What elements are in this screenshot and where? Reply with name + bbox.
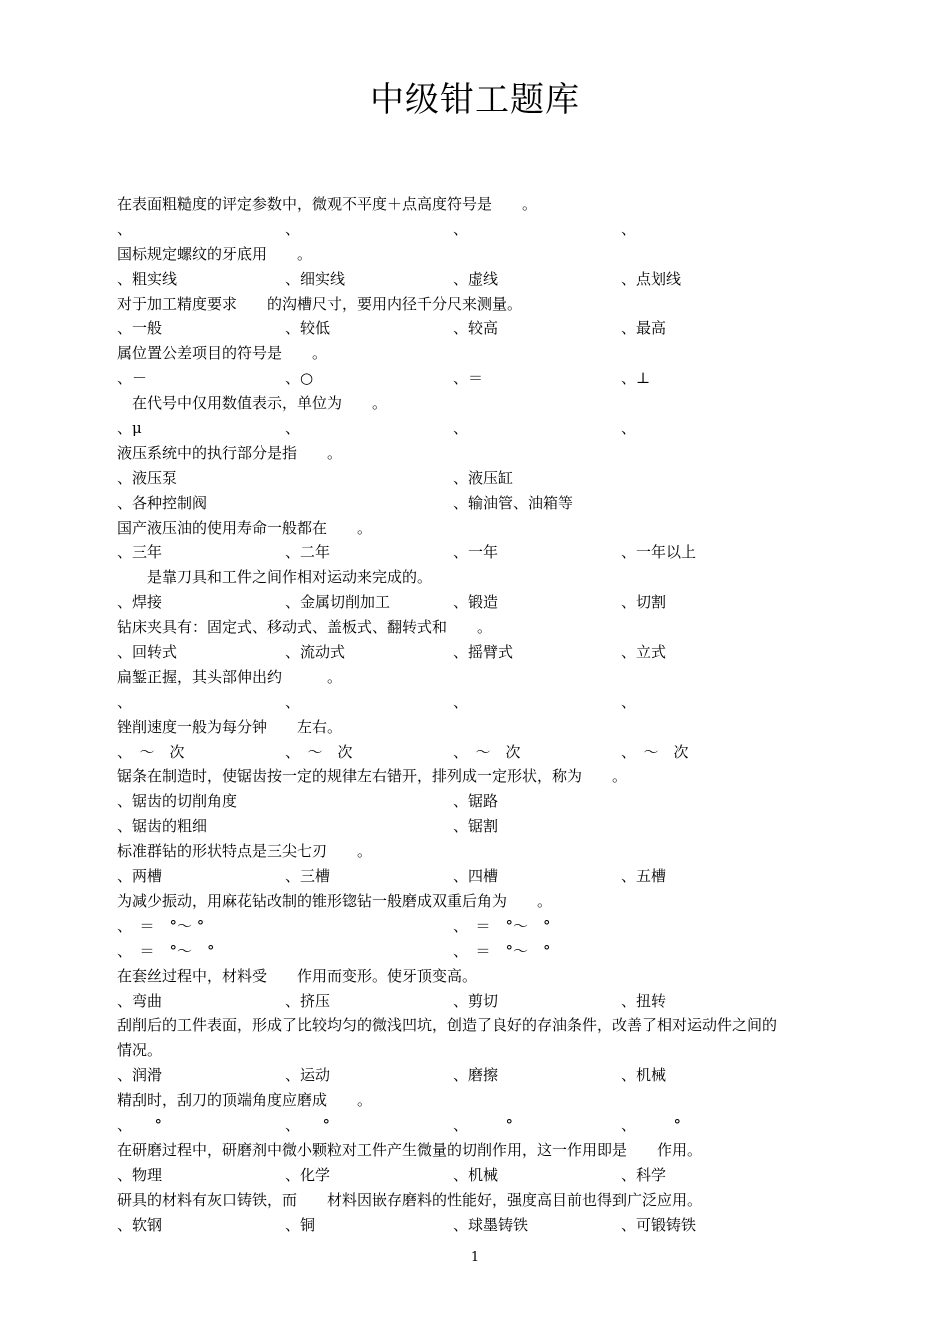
answer-option: 、 ＝ °～ ° [117, 916, 205, 935]
option-row [117, 690, 877, 715]
answer-option: 、较高 [453, 319, 499, 338]
answer-option: 、 [285, 219, 301, 238]
page-title: 中级钳工题库 [370, 80, 580, 120]
option-row [117, 939, 877, 964]
question-text: 国标规定螺纹的牙底用 。 [117, 244, 313, 263]
option-row [117, 316, 877, 341]
answer-option: 、金属切削加工 [285, 593, 391, 612]
answer-option: 、摇臂式 [453, 643, 514, 662]
answer-option: 、立式 [621, 643, 667, 662]
question-text: 扁錾正握，其头部伸出约 。 [117, 667, 343, 686]
answer-option: 、流动式 [285, 643, 346, 662]
question-text: 在研磨过程中，研磨剂中微小颗粒对工件产生微量的切削作用，这一作用即是 作用。 [117, 1140, 703, 1159]
answer-option: 、锯路 [453, 792, 499, 811]
answer-option: 、 ° [285, 1115, 331, 1134]
answer-option: 、 ～ 次 [453, 742, 521, 761]
answer-option: 、一年以上 [621, 543, 697, 562]
answer-option: 、三槽 [285, 867, 331, 886]
question-text: 钻床夹具有：固定式、移动式、盖板式、翻转式和 。 [117, 618, 493, 637]
option-row [117, 540, 877, 565]
answer-option: 、弯曲 [117, 991, 163, 1010]
option-row [117, 590, 877, 615]
answer-option: 、二年 [285, 543, 331, 562]
answer-option: 、切割 [621, 593, 667, 612]
option-row [117, 1163, 877, 1188]
answer-option: 、回转式 [117, 643, 178, 662]
question-text: 刮削后的工件表面，形成了比较均匀的微浅凹坑，创造了良好的存油条件，改善了相对运动件之间的 [117, 1016, 778, 1035]
option-row [117, 267, 877, 292]
question-text: 对于加工精度要求 的沟槽尺寸，要用内径千分尺来测量。 [117, 294, 523, 313]
option-row [117, 1213, 877, 1238]
answer-option: 、 ° [453, 1115, 514, 1134]
answer-option: 、一年 [453, 543, 499, 562]
answer-option: 、较低 [285, 319, 331, 338]
option-row [117, 640, 877, 665]
answer-option: 、五槽 [621, 867, 667, 886]
answer-option: 、锯割 [453, 817, 499, 836]
answer-option: 、四槽 [453, 867, 499, 886]
answer-option: 、运动 [285, 1066, 331, 1085]
answer-option: 、 ＝ °～ ° [453, 916, 551, 935]
answer-option: 、锯齿的切削角度 [117, 792, 238, 811]
answer-option: 、输油管、油箱等 [453, 493, 574, 512]
answer-option: 、液压泵 [117, 468, 178, 487]
answer-option: 、物理 [117, 1165, 163, 1184]
answer-option: 、剪切 [453, 991, 499, 1010]
answer-option: 、可锻铸铁 [621, 1215, 697, 1234]
option-row [117, 491, 877, 516]
question-text-continued: 情况。 [117, 1041, 163, 1060]
answer-option: 、两槽 [117, 867, 163, 886]
option-row [117, 217, 877, 242]
question-text: 标准群钻的形状特点是三尖七刃 。 [117, 842, 373, 861]
answer-option: 、 [285, 419, 301, 438]
option-row [117, 864, 877, 889]
answer-option: 、 [285, 692, 301, 711]
question-text: 在套丝过程中，材料受 作用而变形。使牙顶变高。 [117, 966, 478, 985]
answer-option: 、锻造 [453, 593, 499, 612]
page-number: 1 [470, 1250, 480, 1265]
option-row [117, 1063, 877, 1088]
answer-option: 、最高 [621, 319, 667, 338]
answer-option: 、各种控制阀 [117, 493, 208, 512]
option-row [117, 914, 877, 939]
answer-option: 、 ° [621, 1115, 682, 1134]
answer-option: 、 [621, 419, 637, 438]
answer-option: 、化学 [285, 1165, 331, 1184]
answer-option: 、 [621, 692, 637, 711]
option-row [117, 814, 877, 839]
question-text: 为减少振动，用麻花钻改制的锥形锪钻一般磨成双重后角为 。 [117, 891, 553, 910]
answer-option: 、 ～ 次 [285, 742, 353, 761]
answer-option: 、 ＝ °～ ° [453, 941, 551, 960]
question-text: 在代号中仅用数值表示，单位为 。 [117, 394, 388, 413]
question-text: 属位置公差项目的符号是 。 [117, 344, 328, 363]
option-row [117, 789, 877, 814]
answer-option: 、＝ [453, 369, 484, 388]
answer-option: 、细实线 [285, 269, 346, 288]
option-row [117, 1113, 877, 1138]
answer-option: 、锯齿的粗细 [117, 817, 208, 836]
question-text: 锯条在制造时，使锯齿按一定的规律左右错开，排列成一定形状，称为 。 [117, 767, 628, 786]
answer-option: 、磨擦 [453, 1066, 499, 1085]
answer-option: 、一般 [117, 319, 163, 338]
answer-option: 、 ° [117, 1115, 163, 1134]
question-text: 精刮时，刮刀的顶端角度应磨成 。 [117, 1091, 373, 1110]
question-text: 锉削速度一般为每分钟 左右。 [117, 717, 343, 736]
answer-option: 、 [453, 219, 469, 238]
answer-option: 、液压缸 [453, 468, 514, 487]
question-text: 研具的材料有灰口铸铁，而 材料因嵌存磨料的性能好，强度高目前也得到广泛应用。 [117, 1190, 703, 1209]
answer-option: 、挤压 [285, 991, 331, 1010]
answer-option: 、粗实线 [117, 269, 178, 288]
question-list [117, 192, 877, 1237]
answer-option: 、机械 [621, 1066, 667, 1085]
answer-option: 、机械 [453, 1165, 499, 1184]
answer-option: 、铜 [285, 1215, 316, 1234]
answer-option: 、 [453, 419, 469, 438]
answer-option: 、润滑 [117, 1066, 163, 1085]
option-row [117, 989, 877, 1014]
answer-option: 、 [117, 692, 133, 711]
option-row [117, 416, 877, 441]
answer-option: 、虚线 [453, 269, 499, 288]
answer-option: 、 ～ 次 [117, 742, 185, 761]
answer-option: 、 [621, 219, 637, 238]
answer-option: 、焊接 [117, 593, 163, 612]
question-text: 液压系统中的执行部分是指 。 [117, 443, 343, 462]
answer-option: 、 ＝ °～ ° [117, 941, 215, 960]
answer-option: 、⊥ [621, 369, 651, 388]
option-row [117, 740, 877, 765]
answer-option: 、球墨铸铁 [453, 1215, 529, 1234]
option-row [117, 466, 877, 491]
answer-option: 、软钢 [117, 1215, 163, 1234]
question-text: 在表面粗糙度的评定参数中，微观不平度＋点高度符号是 。 [117, 195, 538, 213]
answer-option: 、○ [285, 369, 314, 388]
option-row [117, 366, 877, 391]
question-text: 是靠刀具和工件之间作相对运动来完成的。 [117, 568, 433, 587]
answer-option: 、μ [117, 419, 142, 438]
answer-option: 、 [453, 692, 469, 711]
answer-option: 、点划线 [621, 269, 682, 288]
answer-option: 、 [117, 219, 133, 238]
answer-option: 、扭转 [621, 991, 667, 1010]
answer-option: 、科学 [621, 1165, 667, 1184]
question-text: 国产液压油的使用寿命一般都在 。 [117, 518, 373, 537]
answer-option: 、三年 [117, 543, 163, 562]
answer-option: 、 ～ 次 [621, 742, 689, 761]
answer-option: 、－ [117, 369, 148, 388]
